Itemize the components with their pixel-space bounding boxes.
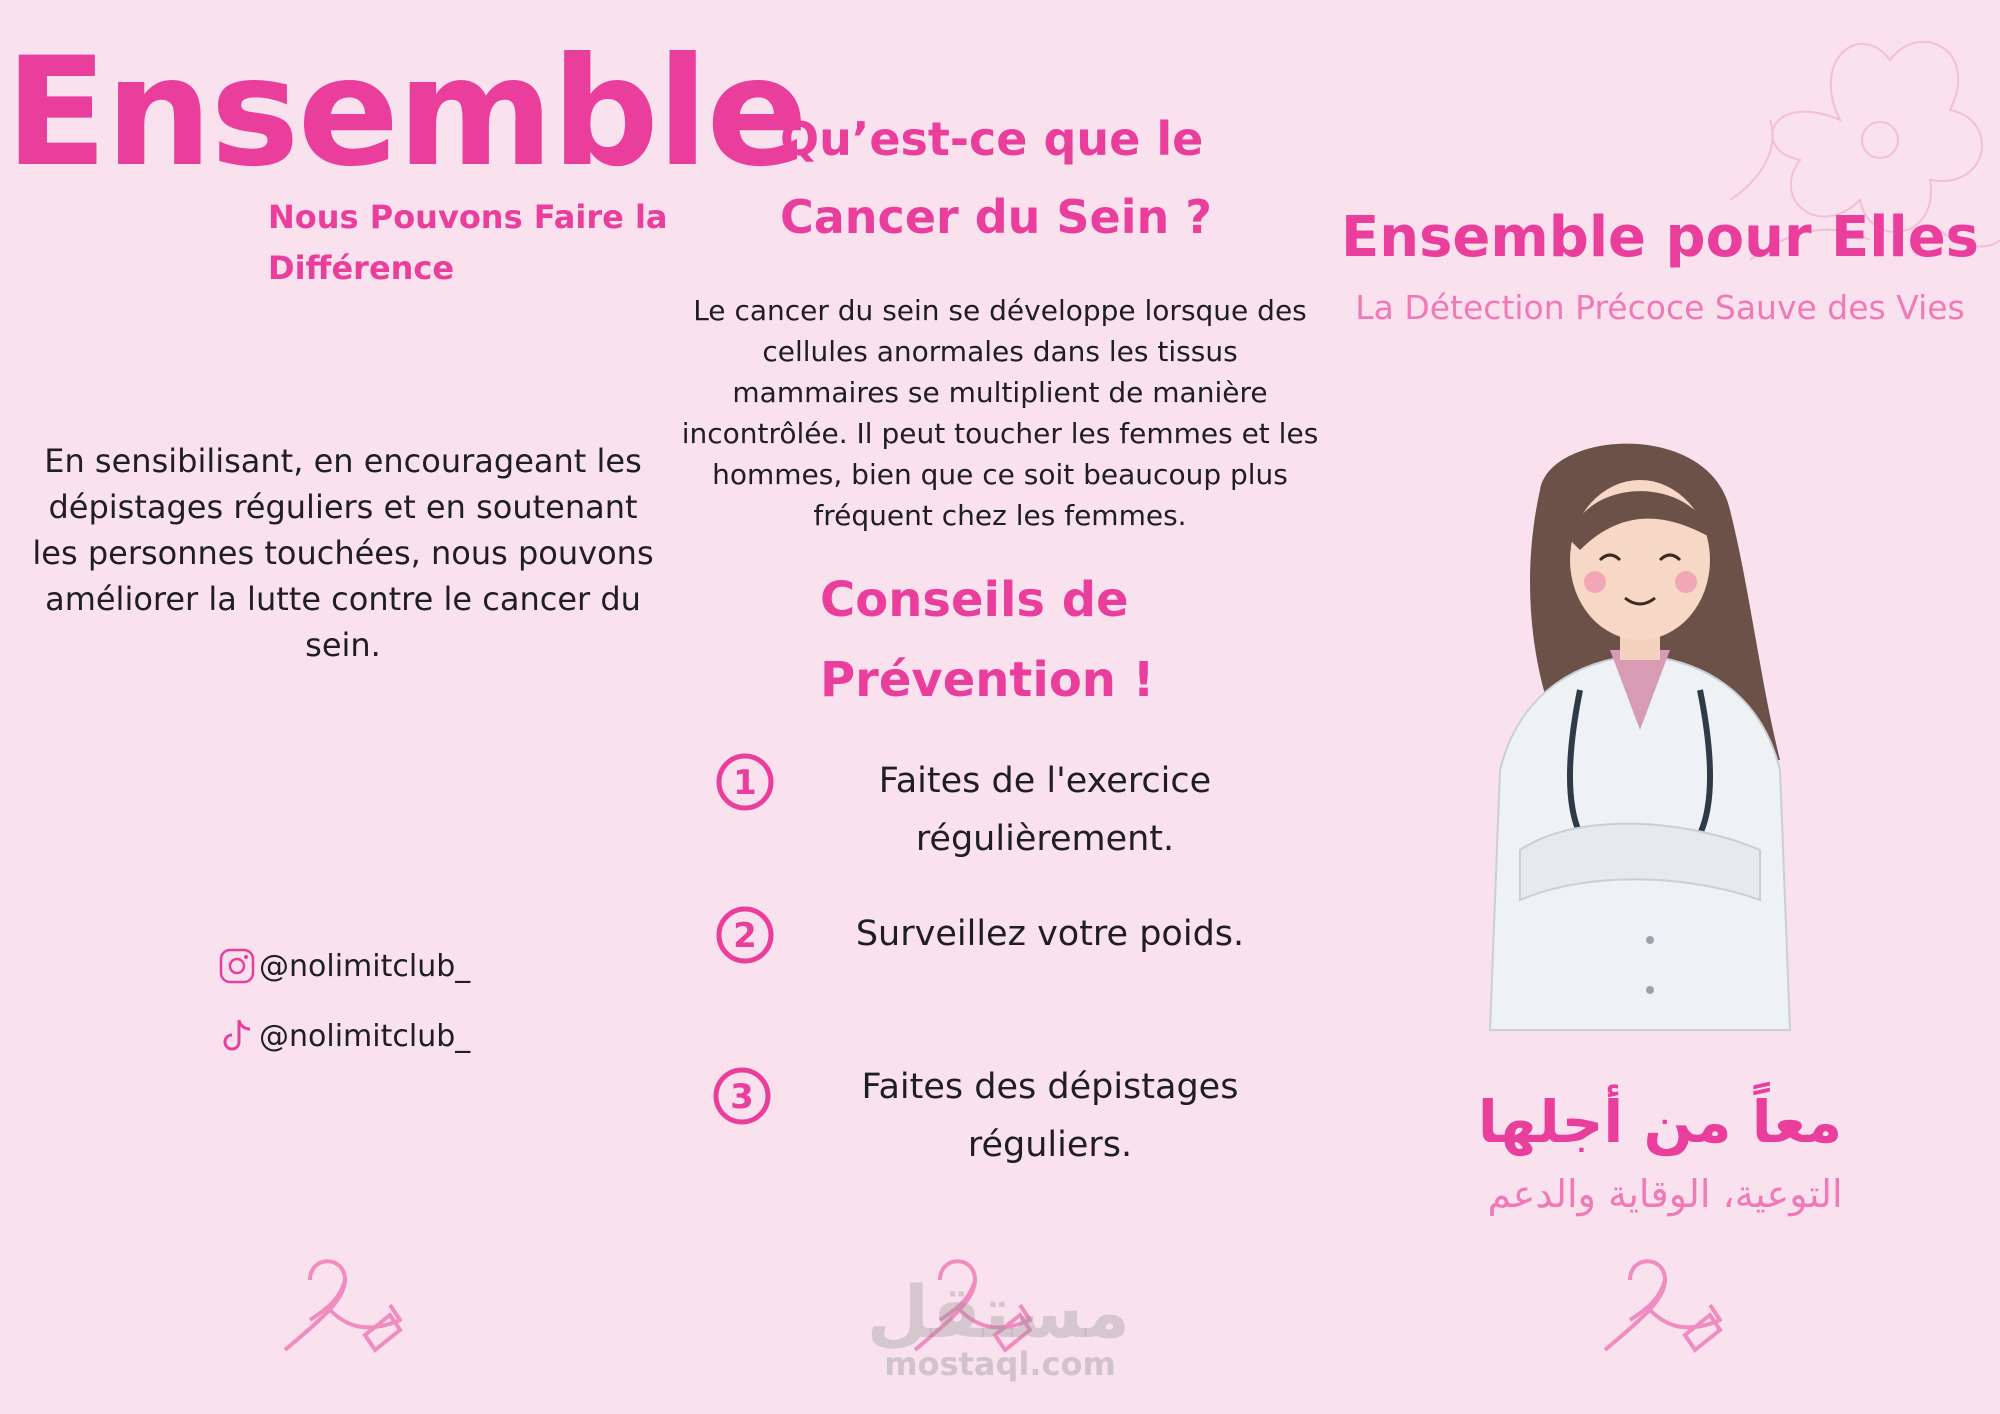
social-tiktok[interactable]: [217, 1014, 470, 1058]
section-title-prevention: [820, 560, 1200, 720]
instagram-handle: @nolimitclub_: [259, 948, 471, 984]
watermark-arabic: مستقل: [866, 1270, 1130, 1354]
brand-subtitle: Nous Pouvons Faire la Différence: [268, 198, 668, 287]
tiktok-icon: [217, 1016, 257, 1056]
tip-number-1: [715, 752, 775, 812]
tip-number-1-label: 1: [733, 763, 757, 803]
definition-paragraph: Le cancer du sein se développe lorsque des cellules anormales dans les tissus mammaires se multiplient de manière incontrôlée. Il peut toucher les femmes et les hommes, bien que ce soit beaucoup plus fréquent chez les femmes.: [681, 294, 1319, 532]
campaign-subtitle: La Détection Précoce Sauve des Vies: [1355, 288, 1965, 327]
title-line-2: Cancer du Sein ?: [780, 190, 1212, 244]
section-title-what-is: [780, 100, 1240, 256]
tip-text-2: Surveillez votre poids.: [855, 914, 1245, 954]
tip-text-3: Faites des dépistages réguliers.: [861, 1067, 1239, 1165]
tip-number-2-label: 2: [733, 916, 757, 956]
tiktok-handle: @nolimitclub_: [259, 1018, 471, 1054]
tip-number-2: [715, 905, 775, 965]
watermark-latin: mostaql.com: [884, 1345, 1116, 1383]
title-line-1: Qu’est-ce que le: [780, 112, 1204, 166]
left-paragraph: En sensibilisant, en encourageant les dépistages réguliers et en soutenant les personnes touchées, nous pouvons améliorer la lutte contre le cancer du sein.: [32, 442, 654, 664]
arabic-title: معاً من أجلها: [1477, 1088, 1843, 1156]
pink-ribbon-icon: [1590, 1250, 1730, 1355]
tip-number-3: [712, 1066, 772, 1126]
arabic-subtitle: التوعية، الوقاية والدعم: [1487, 1172, 1843, 1216]
prevention-line-1: Conseils de: [820, 572, 1129, 628]
social-instagram[interactable]: [217, 944, 470, 988]
pink-ribbon-icon: [270, 1250, 410, 1355]
tip-text-1: Faites de l'exercice régulièrement.: [878, 761, 1212, 859]
campaign-title: Ensemble pour Elles: [1340, 205, 1980, 270]
instagram-icon: [217, 946, 257, 986]
brand-title: Ensemble: [5, 26, 807, 200]
prevention-line-2: Prévention !: [820, 652, 1155, 708]
tip-number-3-label: 3: [730, 1077, 754, 1117]
doctor-illustration: [1460, 430, 1820, 1035]
